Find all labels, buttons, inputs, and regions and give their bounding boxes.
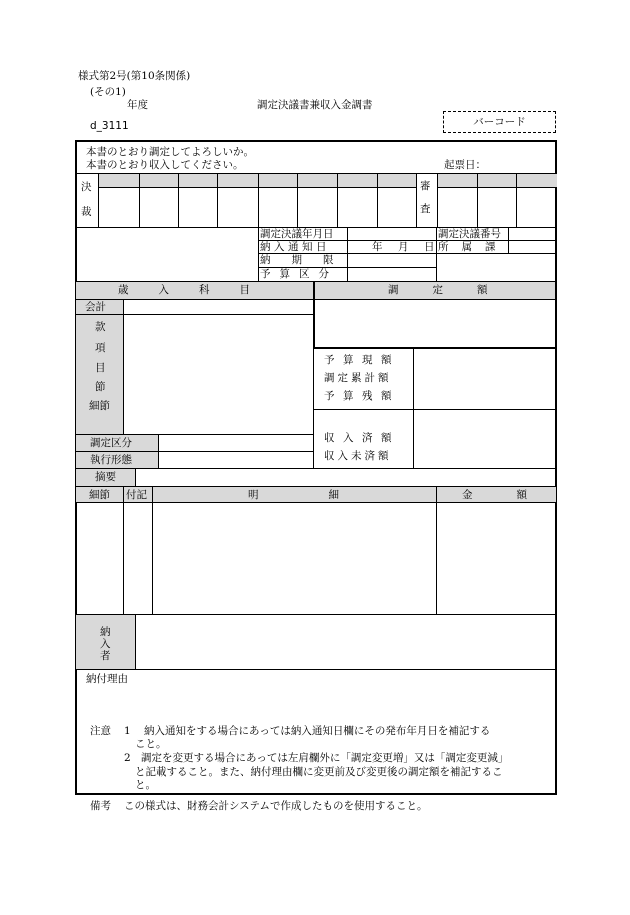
note-2-number: 2 xyxy=(124,752,131,764)
unreceived-label: 収入未済額 xyxy=(324,450,392,462)
kessai-char-1: 決 xyxy=(81,181,92,193)
col-saisetsu: 細節 xyxy=(89,489,110,501)
note-2-line-3: と。 xyxy=(135,779,156,791)
note-2-line-1: 調定を変更する場合にあっては左肩欄外に「調定変更増」又は「調定変更減」 xyxy=(141,752,509,764)
budget-class-label: 予算区分 xyxy=(260,268,338,280)
section-label: 所属課 xyxy=(438,241,509,253)
payer-char-3: 者 xyxy=(100,650,111,662)
revenue-item-header: 歳入科目 xyxy=(118,284,280,296)
item-kan: 款 xyxy=(95,321,106,333)
adjusted-amount-box xyxy=(313,282,557,349)
col-meisai: 明細 xyxy=(248,489,409,501)
form-title: 調定決議書兼収入金調書 xyxy=(257,99,373,111)
item-setsu: 節 xyxy=(95,381,106,393)
col-fuki: 付記 xyxy=(126,489,147,501)
barcode-label: バーコード xyxy=(473,116,526,128)
date-year-label: 年 xyxy=(372,241,383,253)
barcode-box xyxy=(443,111,556,133)
adjusted-total-label: 調定累計額 xyxy=(324,372,392,384)
note-1-line-2: こと。 xyxy=(135,738,167,750)
note-2-line-2: と記載すること。また、納付理由欄に変更前及び変更後の調定額を補記するこ xyxy=(135,766,503,778)
item-saisetsu: 細節 xyxy=(89,400,110,412)
budget-current-label: 予算現額 xyxy=(324,354,400,366)
budget-remaining-label: 予算残額 xyxy=(324,390,400,402)
shinsa-char-2: 査 xyxy=(420,203,431,215)
notes-label: 注意 xyxy=(90,725,111,737)
kaikei-label: 会計 xyxy=(85,301,106,313)
payment-reason-label: 納付理由 xyxy=(86,673,128,685)
adjust-class-label: 調定区分 xyxy=(90,437,132,449)
item-moku: 目 xyxy=(95,362,106,374)
kessai-char-2: 裁 xyxy=(81,206,92,218)
payer-char-2: 入 xyxy=(100,638,111,650)
draft-date-label: 起票日： xyxy=(444,159,486,171)
payer-char-1: 納 xyxy=(100,626,111,638)
intro-receive-line: 本書のとおり収入してください。 xyxy=(86,159,244,171)
form-sub-number: (その1) xyxy=(90,86,126,98)
summary-label: 摘要 xyxy=(95,471,116,483)
decision-number-label: 調定決議番号 xyxy=(438,228,501,240)
item-kou: 項 xyxy=(95,342,106,354)
shinsa-char-1: 審 xyxy=(420,180,431,192)
note-1-number: 1 xyxy=(124,725,131,737)
remarks-label: 備考 xyxy=(90,800,111,812)
col-kingaku: 金額 xyxy=(462,489,571,501)
fiscal-year-label: 年度 xyxy=(127,99,148,111)
intro-adjust-line: 本書のとおり調定してよろしいか。 xyxy=(86,146,254,158)
adjusted-amount-header: 調定額 xyxy=(388,284,522,296)
remarks-text: この様式は、財務会計システムで作成したものを使用すること。 xyxy=(124,800,428,812)
received-label: 収入済額 xyxy=(324,432,400,444)
notice-date-label: 納入通知日 xyxy=(260,241,330,253)
decision-date-label: 調定決議年月日 xyxy=(260,228,334,240)
execution-form-label: 執行形態 xyxy=(90,454,132,466)
note-1-line-1: 納入通知をする場合にあっては納入通知日欄にその発布年月日を補記する xyxy=(144,725,491,737)
form-number: 様式第2号(第10条関係) xyxy=(78,70,191,82)
date-day-label: 日 xyxy=(424,241,435,253)
form-code: d_3111 xyxy=(90,120,129,132)
due-date-label: 納期限 xyxy=(260,254,355,266)
date-month-label: 月 xyxy=(398,241,409,253)
